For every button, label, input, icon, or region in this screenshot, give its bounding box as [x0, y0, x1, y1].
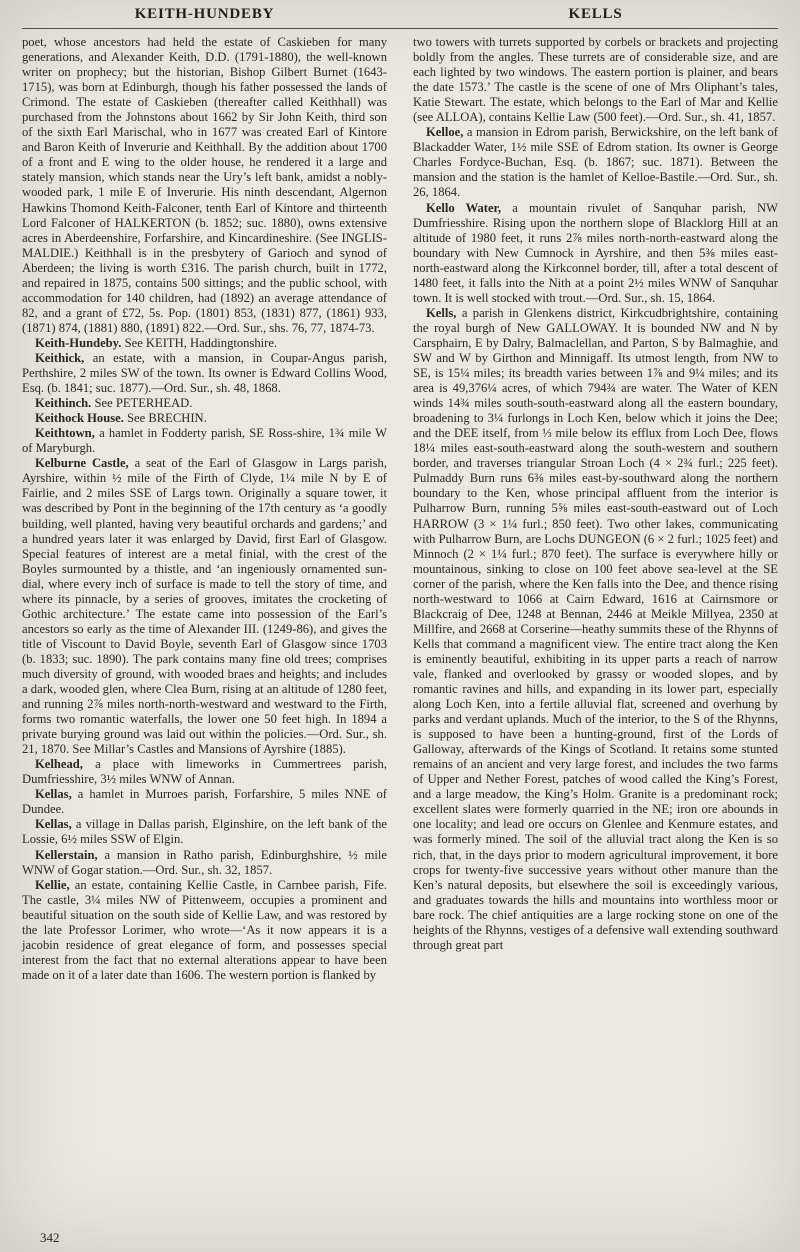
entry-lead: Kelhead,	[35, 757, 83, 772]
entry-lead: Kelburne Castle,	[35, 456, 129, 471]
entry-lead: Kellerstain,	[35, 847, 98, 862]
entry-kellas-elginshire	[22, 817, 387, 847]
entry-lead: Kellas,	[35, 787, 72, 802]
entry-lead: Keithick,	[35, 350, 85, 365]
entry-keithtown	[22, 426, 387, 456]
entry-kellerstain	[22, 848, 387, 878]
entry-lead: Kellas,	[35, 817, 72, 832]
header-rule	[22, 28, 778, 29]
entry-kello-water	[413, 201, 778, 306]
page-number: 342	[40, 1230, 60, 1245]
entry-kelhead	[22, 757, 387, 787]
entry-lead: Keithock House.	[35, 411, 124, 426]
entry-kells	[413, 306, 778, 953]
entry-kellas-forfarshire	[22, 787, 387, 817]
entry-body: a parish in Glenkens district, Kirkcudbrightshire, containing the royal burgh of New GALLOWAY. It is bounded NW and N by Carsphairn, E by Dalry, Balmaclellan, and Parton, S by Balmaghie, and SW and W by Girthon and Minnigaff. Its utmost length, from NW to SE, is 15¼ miles; its breadth varies between 1⅞ and 9¼ miles; and its area is 49,376¼ acres, of which 794¾ are water. The Water of KEN winds 14¾ miles south-south-eastward along all the eastern boundary, broadening to 3¼ furlongs in Loch Ken, below which it joins the Dee; and the DEE itself, from ⅓ mile below its efflux from Loch Dee, flows 18¼ miles east-south-eastward along the south-western and southern border, and traverses triangular Stroan Loch (4 × 2¾ furl.; 225 feet). Pulmaddy Burn runs 6⅜ miles east-by-southward along the northern boundary to the Ken, whose principal affluent from the interior is Pulharrow Burn, running 5⅝ miles east-south-eastward out of Loch HARROW (3 × 1¼ furl.; 850 feet). Two other lakes, communicating with Pulharrow Burn, are Lochs DUNGEON (6 × 2 furl.; 1025 feet) and Minnoch (2 × 1¼ furl.; 870 feet). The surface is everywhere hilly or mountainous, sinking to close on 100 feet above sea-level at the SE corner of the parish, where the Ken falls into the Dee, and thence rising north-westward to 1066 at Cairn Edward, 1616 at Cairnsmore or Blackcraig of Dee, 1248 at Bennan, 2446 at Meikle Millyea, 2350 at Millfire, and 2668 at Corserine—heathy summits these of the Rhynns of Kells that command a magnificent view. The entire tract along the Ken is eminently beautiful, exhibiting in its upper parts a reach of narrow vale, flanked and overlooked by grassy or wooded slopes, and by romantic ravines and hills, and expanding in its lower part, especially along Loch Ken, into a fertile alluvial flat, screened and overhung by parks and verdant uplands. Much of the interior, to the S of the Rhynns, is supposed to have been a hunting-ground, first of the Lords of Galloway, afterwards of the Kings of Scotland. It retains some stunted remains of an ancient and very large forest, and includes the two farms of Upper and Nether Forest, patches of wood called the King’s Forest, and a large meadow, the King’s Holm. Granite is a predominant rock; excellent slates were formerly quarried in the NE; iron ore abounds in one locality; and lead ore occurs on Glenlee and Kenmure estates, and was formerly mined. The soil of the alluvial tract along the Ken is so rich, that, in the days prior to modern agricultural improvement, it bore crops for twenty-five successive years without other manure than the Ken’s natural deposits, but elsewhere the soil is exceedingly various, and graduates towards the hills and mountains into worthless moor or bare rock. The chief antiquities are a large rocking stone on one of the heights of the Rhynns, vestiges of a defensive wall extending southward through great part	[413, 305, 778, 952]
entry-body: a hamlet in Fodderty parish, SE Ross-shire, 1¾ mile W of Maryburgh.	[22, 426, 387, 456]
entry-lead: Kelloe,	[426, 125, 464, 140]
entry-body: an estate, with a mansion, in Coupar-Angus parish, Perthshire, 2 miles SW of the town. Its owner is Edward Collins Wood, Esq. (b. 1841; suc. 1877).—Ord. Sur., sh. 48, 1868.	[22, 350, 388, 396]
entry-lead: Keith-Hundeby.	[35, 335, 122, 350]
entry-kellie	[22, 878, 387, 983]
entry-lead: Kells,	[426, 305, 457, 320]
entry-body: an estate, containing Kellie Castle, in Carnbee parish, Fife. The castle, 3¼ miles NW of Pittenweem, occupies a prominent and beautiful situation on the south side of Kellie Law, and was restored by the late Professor Lorimer, who wrote—‘As it now appears it is a jacobin residence of great elegance of form, and possesses special interest from the fact that no external alterations appear to have been made on it of a later date than 1606. The western portion is flanked by	[22, 877, 388, 982]
entry-body: a mountain rivulet of Sanquhar parish, NW Dumfriesshire. Rising upon the northern slope of Blacklorg Hill at an altitude of 1980 feet, it runs 2⅞ miles north-north-eastward along the boundary with New Cumnock in Ayrshire, and then 5⅜ miles east-north-eastward along the Kirkconnel border, till, after a total descent of 1480 feet, it falls into the Nith at a point 2½ miles WNW of Sanquhar town. It is well stocked with trout.—Ord. Sur., sh. 15, 1864.	[413, 200, 778, 305]
entry-body: a seat of the Earl of Glasgow in Largs parish, Ayrshire, within ½ mile of the Firth of Clyde, 1¼ mile N by E of Fairlie, and 2 miles SSE of Largs town. Originally a square tower, it was described by Pont in the beginning of the 17th century as ‘a goodly building, well planted, having very beautiful orchards and gardens;’ and a hundred years later it was enlarged by David, first Earl of Glasgow. Special features of interest are a metal finial, with the crest of the Boyles surmounted by a thistle, and ‘an ingeniously ornamented sun-dial, where every inch of surface is made to tell the story of time, and where its pinnacle, by a series of grooves, imitates the crocketing of Gothic architecture.’ The estate came into possession of the Earl’s ancestors so early as the time of Alexander III. (1249-86), and gives the title of Viscount to David Boyle, seventh Earl of Glasgow since 1703 (b. 1833; suc. 1890). The park contains many fine old trees; comprises much diversity of ground, with wooded braes and heights; and includes a dark, wooded glen, where Clea Burn, rising at an altitude of 1280 feet, and running 2⅞ miles north-north-westward and westward to the Firth, forms two romantic waterfalls, the lower one 50 feet high. In 1894 a private burying ground was laid out within the policies.—Ord. Sur., sh. 21, 1870. See Millar’s Castles and Mansions of Ayrshire (1885).	[22, 456, 387, 757]
entry-kelburne-castle	[22, 456, 387, 757]
continuation-kellie-castle	[413, 35, 778, 125]
entry-body: See PETERHEAD.	[94, 396, 193, 411]
entry-kelloe	[413, 125, 778, 200]
entry-body: a village in Dallas parish, Elginshire, on the left bank of the Lossie, 6½ miles SSW of Elgin.	[22, 817, 387, 847]
entry-keithinch	[22, 396, 387, 411]
running-head	[22, 6, 778, 23]
continuation-keithhall	[22, 35, 387, 336]
entry-keith-hundeby	[22, 336, 387, 351]
text-columns	[22, 35, 778, 983]
entry-lead: Keithinch.	[35, 396, 92, 411]
entry-lead: Keithtown,	[35, 426, 95, 441]
entry-body: See BRECHIN.	[127, 411, 207, 426]
entry-keithick	[22, 351, 387, 396]
entry-body: a place with limeworks in Cummertrees parish, Dumfriesshire, 3½ miles WNW of Annan.	[22, 757, 388, 787]
entry-body: a hamlet in Murroes parish, Forfarshire, 5 miles NNE of Dundee.	[22, 787, 387, 817]
entry-lead: Kellie,	[35, 877, 70, 892]
running-head-left: KEITH-HUNDEBY	[134, 6, 275, 22]
entry-body: two towers with turrets supported by corbels or brackets and projecting boldly from the angles. These turrets are of considerable size, and are each lighted by two windows. The eastern portion is plainer, and bears the date 1573.’ The castle is the scene of one of Mrs Oliphant’s tales, Katie Stewart. The estate, which belongs to the Earl of Mar and Kellie (see ALLOA), contains Kellie Law (500 feet).—Ord. Sur., sh. 41, 1857.	[413, 35, 778, 125]
entry-body: See KEITH, Haddingtonshire.	[124, 335, 278, 350]
right-column	[413, 35, 778, 953]
running-head-right: KELLS	[568, 6, 623, 22]
entry-lead: Kello Water,	[426, 200, 502, 215]
entry-body: poet, whose ancestors had held the estate of Caskieben for many generations, and Alexander Keith, D.D. (1791-1880), the well-known writer on prophecy; but the historian, Bishop Gilbert Burnet (1643-1715), was born at Edinburgh, though his father possessed the lands of Crimond. The estate of Caskieben (thereafter called Keithhall) was purchased from the Johnstons about 1662 by Sir John Keith, third son of the sixth Earl Marischal, who in 1677 was created Earl of Kintore and Baron Keith of Inverurie and Keithhall. By the addition about 1700 of a front and E wing to the older house, he rendered it a large and stately mansion, which stands near the Ury’s left bank, amidst a nobly-wooded park, 1 mile E of Inverurie. His ninth descendant, Algernon Hawkins Thomond Keith-Falconer, tenth Earl of Kintore and thirteenth Lord Falconer of HALKERTON (b. 1852; suc. 1880), owns extensive acres in Aberdeenshire, Forfarshire, and Kincardineshire. (See INGLIS-MALDIE.) Keithhall is in the presbytery of Garioch and synod of Aberdeen; the living is worth £316. The parish church, built in 1772, and repaired in 1875, contains 500 sittings; and the public school, with accommodation for 140 children, had (1892) an average attendance of 82, and a grant of £72, 5s. Pop. (1801) 853, (1831) 877, (1861) 933, (1871) 874, (1881) 880, (1891) 822.—Ord. Sur., shs. 76, 77, 1874-73.	[22, 35, 387, 335]
entry-body: a mansion in Edrom parish, Berwickshire, on the left bank of Blackadder Water, 1½ mile SSE of Edrom station. Its owner is George Charles Fordyce-Buchan, Esq. (b. 1867; suc. 1871). Between the mansion and the station is the hamlet of Kelloe-Bastile.—Ord. Sur., sh. 26, 1864.	[413, 125, 778, 200]
entry-body: a mansion in Ratho parish, Edinburghshire, ½ mile WNW of Gogar station.—Ord. Sur., sh. 32, 1857.	[22, 847, 387, 877]
entry-keithock-house	[22, 411, 387, 426]
left-column	[22, 35, 387, 983]
